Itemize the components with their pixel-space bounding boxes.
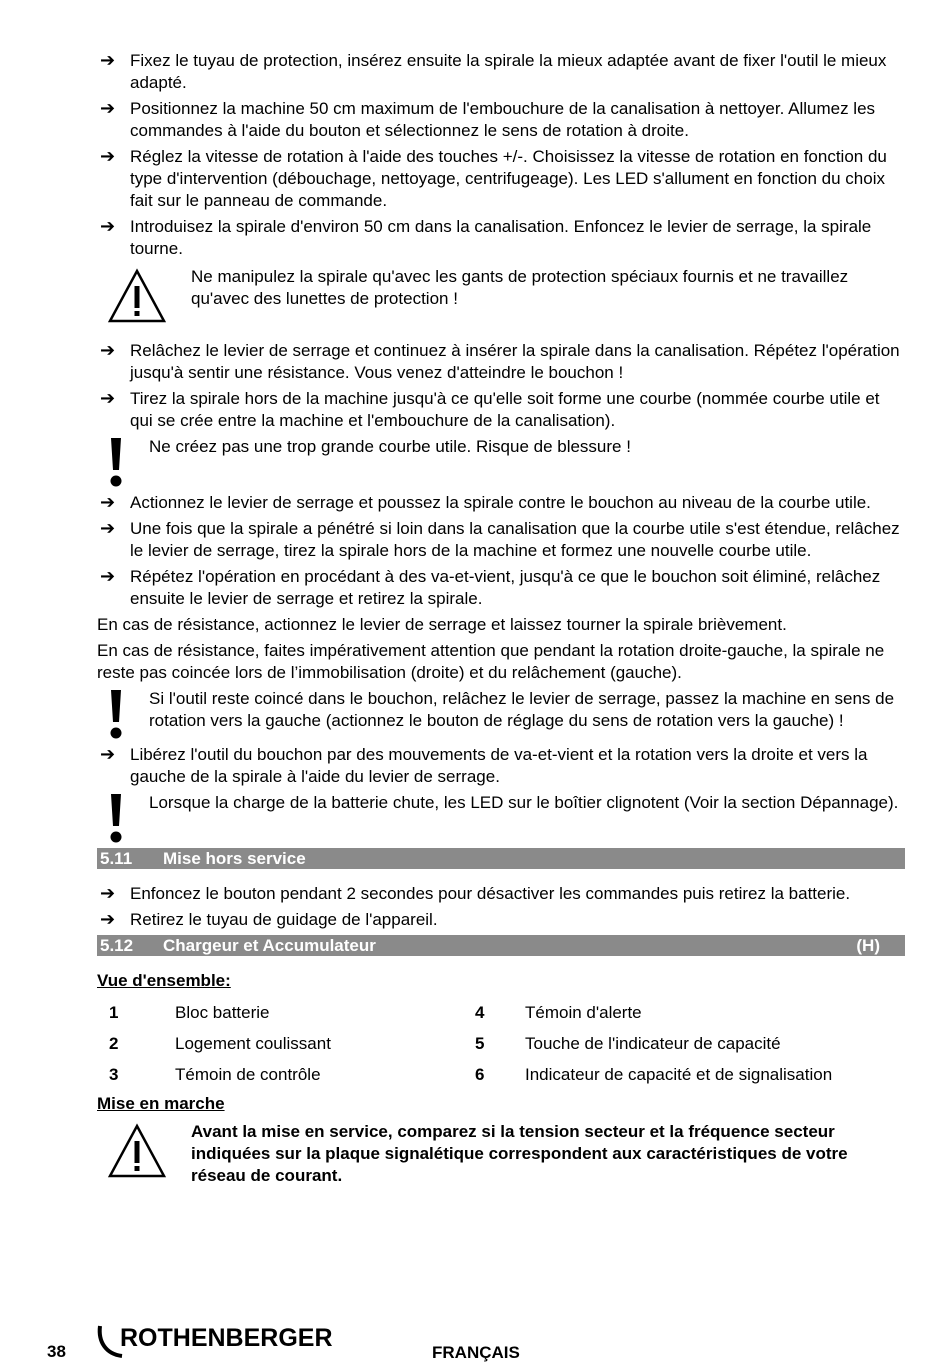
table-row — [97, 1029, 905, 1060]
arrow-right-icon: ➔ — [100, 744, 116, 765]
table-row — [97, 1060, 905, 1091]
step-text: Libérez l'outil du bouchon par des mouvements de va-et-vient et la rotation vers la droite et vers la gauche de la spirale à l'aide du levier de serrage. — [130, 745, 868, 786]
step-item — [97, 98, 905, 142]
step-item — [97, 388, 905, 432]
item-label: Touche de l'indicateur de capacité — [525, 1034, 781, 1053]
section-heading-5-12 — [97, 935, 905, 956]
steps-lower — [97, 492, 905, 610]
arrow-right-icon: ➔ — [100, 146, 116, 167]
step-text: Réglez la vitesse de rotation à l'aide des touches +/-. Choisissez la vitesse de rotation en fonction du type d'intervention (débouchage, nettoyage, centrifugeage). Les LED s'allument en fonction du choix fait sur le panneau de commande. — [130, 147, 887, 210]
arrow-right-icon: ➔ — [100, 883, 116, 904]
startup-title: Mise en marche — [97, 1094, 225, 1113]
section-title: Mise hors service — [163, 849, 306, 868]
note-text: Lorsque la charge de la batterie chute, les LED sur le boîtier clignotent (Voir la section Dépannage). — [149, 793, 899, 812]
arrow-right-icon: ➔ — [100, 340, 116, 361]
section-heading-5-11 — [97, 848, 905, 869]
item-number: 2 — [109, 1034, 119, 1053]
overview-title: Vue d'ensemble: — [97, 971, 231, 990]
item-label: Logement coulissant — [175, 1034, 331, 1053]
step-text: Tirez la spirale hors de la machine jusqu'à ce qu'elle soit forme une courbe (nommée courbe utile et qui se crée entre la machine et l'embouchure de la canalisation). — [130, 389, 880, 430]
item-number: 5 — [475, 1034, 485, 1053]
warning-text: Avant la mise en service, comparez si la tension secteur et la fréquence secteur indiquées sur la plaque signalétique correspondent aux caractéristiques de votre réseau de courant. — [191, 1122, 848, 1185]
step-text: Enfoncez le bouton pendant 2 secondes pour désactiver les commandes puis retirez la batterie. — [130, 884, 851, 903]
step-text: Fixez le tuyau de protection, insérez ensuite la spirale la mieux adaptée avant de fixer l'outil le mieux adapté. — [130, 51, 887, 92]
paragraph-resistance-2: En cas de résistance, faites impérativement attention que pendant la rotation droite-gauche, la spirale ne reste pas coincée lors de l’immobilisation (droite) et du relâchement (gauche). — [97, 641, 885, 682]
arrow-right-icon: ➔ — [100, 388, 116, 409]
note-stuck — [97, 688, 905, 738]
warning-voltage — [97, 1121, 905, 1187]
step-text: Répétez l'opération en procédant à des va-et-vient, jusqu'à ce que le bouchon soit éliminé, relâchez ensuite le levier de serrage et retirez la spirale. — [130, 567, 881, 608]
warning-text: Ne manipulez la spirale qu'avec les gants de protection spéciaux fournis et ne travaillez qu'avec des lunettes de protection ! — [191, 267, 849, 308]
step-text: Positionnez la machine 50 cm maximum de l'embouchure de la canalisation à nettoyer. Allumez les commandes à l'aide du bouton et sélectionnez le sens de rotation à droite. — [130, 99, 876, 140]
step-item — [97, 492, 905, 514]
footer-language: FRANÇAIS — [432, 1343, 520, 1362]
steps-middle — [97, 340, 905, 432]
arrow-right-icon: ➔ — [100, 98, 116, 119]
step-text: Relâchez le levier de serrage et continuez à insérer la spirale dans la canalisation. Répétez l'opération jusqu'à sentir une résistance. Vous venez d'atteindre le bouchon ! — [130, 341, 900, 382]
step-item — [97, 146, 905, 212]
arrow-right-icon: ➔ — [100, 492, 116, 513]
table-row — [97, 998, 905, 1029]
step-item — [97, 744, 905, 788]
step-item — [97, 566, 905, 610]
step-item — [97, 340, 905, 384]
paragraph-resistance-1: En cas de résistance, actionnez le levier de serrage et laissez tourner la spirale brièvement. — [97, 615, 787, 634]
step-item — [97, 518, 905, 562]
overview-table — [97, 998, 905, 1091]
arrow-right-icon: ➔ — [100, 566, 116, 587]
arrow-right-icon: ➔ — [100, 50, 116, 71]
step-item — [97, 216, 905, 260]
steps-shutdown — [97, 883, 905, 931]
step-text: Introduisez la spirale d'environ 50 cm dans la canalisation. Enfoncez le levier de serrage, la spirale tourne. — [130, 217, 872, 258]
note-text: Si l'outil reste coincé dans le bouchon, relâchez le levier de serrage, passez la machine en sens de rotation vers la gauche (actionnez le bouton de réglage du sens de rotation vers la gauche) ! — [149, 689, 895, 730]
steps-top — [97, 50, 905, 260]
note-text: Ne créez pas une trop grande courbe utile. Risque de blessure ! — [149, 437, 631, 456]
step-item — [97, 909, 905, 931]
section-title: Chargeur et Accumulateur — [163, 936, 376, 955]
warning-triangle-icon — [107, 268, 167, 324]
warning-triangle-icon — [107, 1123, 167, 1179]
section-code: (H) — [856, 936, 880, 955]
arrow-right-icon: ➔ — [100, 216, 116, 237]
item-number: 1 — [109, 1003, 119, 1022]
exclamation-icon — [107, 436, 125, 488]
step-text: Actionnez le levier de serrage et poussez la spirale contre le bouchon au niveau de la courbe utile. — [130, 493, 871, 512]
note-battery — [97, 792, 905, 842]
item-label: Bloc batterie — [175, 1003, 270, 1022]
brand-logo — [96, 1320, 356, 1360]
item-label: Indicateur de capacité et de signalisation — [525, 1065, 833, 1084]
arrow-right-icon: ➔ — [100, 518, 116, 539]
item-number: 3 — [109, 1065, 119, 1084]
note-curve — [97, 436, 905, 486]
item-number: 6 — [475, 1065, 485, 1084]
step-item — [97, 50, 905, 94]
step-text: Une fois que la spirale a pénétré si loin dans la canalisation que la courbe utile s'est étendue, relâchez le levier de serrage, tirez la spirale hors de la machine et formez une nouvelle courbe utile. — [130, 519, 900, 560]
page-content — [97, 50, 905, 1201]
arrow-right-icon: ➔ — [100, 909, 116, 930]
item-label: Témoin de contrôle — [175, 1065, 321, 1084]
step-item — [97, 883, 905, 905]
item-number: 4 — [475, 1003, 485, 1022]
exclamation-icon — [107, 792, 125, 844]
section-number: 5.11 — [100, 849, 133, 868]
item-label: Témoin d'alerte — [525, 1003, 642, 1022]
warning-gloves — [97, 266, 905, 326]
page-number: 38 — [47, 1342, 66, 1361]
section-number: 5.12 — [100, 936, 134, 955]
brand-name: ROTHENBERGER — [120, 1324, 333, 1352]
step-text: Retirez le tuyau de guidage de l'appareil. — [130, 910, 438, 929]
exclamation-icon — [107, 688, 125, 740]
